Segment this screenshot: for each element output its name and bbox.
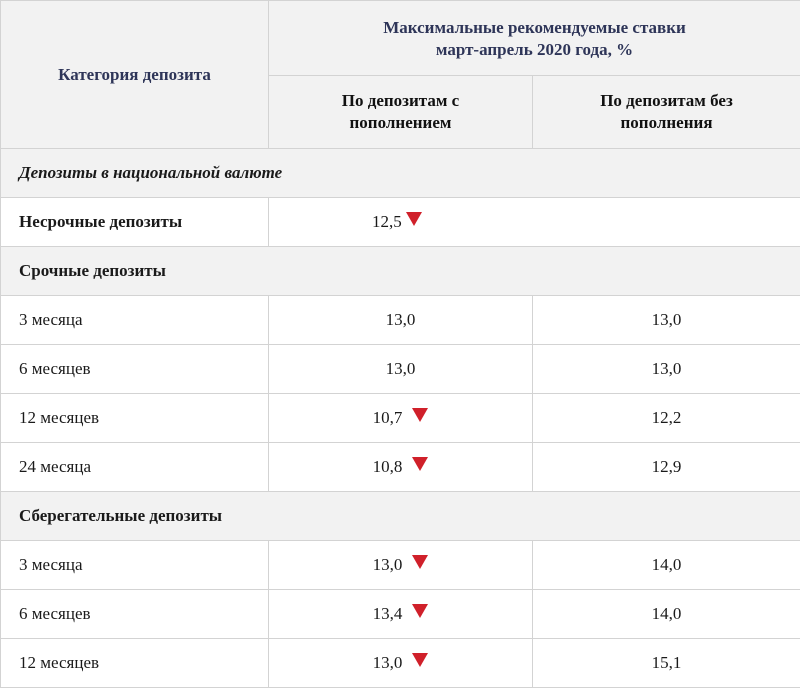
row-label: 3 месяца (1, 541, 269, 590)
rate-with-topup-value: 13,0 (372, 555, 403, 574)
rate-without-topup: 12,9 (533, 443, 800, 492)
red-down-triangle-icon (412, 653, 428, 667)
demand-deposits-value (269, 198, 800, 247)
section-national-currency: Депозиты в национальной валюте (1, 149, 800, 198)
header-category: Категория депозита (1, 1, 269, 149)
rate-without-topup: 14,0 (533, 590, 800, 639)
row-label: 12 месяцев (1, 394, 269, 443)
header-with-topup (269, 76, 533, 149)
rate-with-topup-value: 10,7 (372, 408, 403, 427)
rate-with-topup-value: 13,0 (385, 359, 416, 378)
table-row (1, 345, 800, 394)
demand-value-text: 12,5 (372, 212, 402, 231)
rate-without-topup: 12,2 (533, 394, 800, 443)
table-row (1, 394, 800, 443)
row-label: 24 месяца (1, 443, 269, 492)
red-down-triangle-icon (412, 457, 428, 471)
header-without-topup-line1: По депозитам без (600, 91, 733, 110)
rate-without-topup: 15,1 (533, 639, 800, 688)
red-down-triangle-icon (412, 604, 428, 618)
rate-with-topup (269, 296, 533, 345)
rate-with-topup-value: 13,0 (385, 310, 416, 329)
rate-with-topup (269, 639, 533, 688)
table-row (1, 639, 800, 688)
term-deposit-rows (1, 296, 800, 492)
rate-with-topup (269, 394, 533, 443)
header-without-topup (533, 76, 800, 149)
header-max-rates (269, 1, 800, 76)
row-label: 12 месяцев (1, 639, 269, 688)
section-savings-deposits: Сберегательные депозиты (1, 492, 800, 541)
header-with-topup-line1: По депозитам с (341, 91, 460, 110)
row-label: 6 месяцев (1, 590, 269, 639)
savings-deposit-rows (1, 541, 800, 688)
rate-with-topup (269, 541, 533, 590)
header-with-topup-line2: пополнением (349, 113, 452, 132)
rate-with-topup-value: 13,0 (372, 653, 403, 672)
demand-deposits-label: Несрочные депозиты (1, 198, 269, 247)
rate-with-topup (269, 590, 533, 639)
red-down-triangle-icon (406, 212, 422, 226)
table-row (1, 590, 800, 639)
rate-without-topup: 14,0 (533, 541, 800, 590)
red-down-triangle-icon (412, 555, 428, 569)
table-row (1, 541, 800, 590)
table-row (1, 296, 800, 345)
rate-without-topup: 13,0 (533, 345, 800, 394)
rate-with-topup (269, 345, 533, 394)
row-label: 6 месяцев (1, 345, 269, 394)
table-row (1, 443, 800, 492)
header-max-rates-line2: март-апрель 2020 года, % (435, 40, 634, 59)
red-down-triangle-icon (412, 408, 428, 422)
rate-with-topup (269, 443, 533, 492)
rate-with-topup-value: 10,8 (372, 457, 403, 476)
section-term-deposits: Срочные депозиты (1, 247, 800, 296)
header-without-topup-line2: пополнения (620, 113, 713, 132)
rate-without-topup: 13,0 (533, 296, 800, 345)
header-max-rates-line1: Максимальные рекомендуемые ставки (383, 18, 686, 37)
rate-with-topup-value: 13,4 (372, 604, 403, 623)
row-label: 3 месяца (1, 296, 269, 345)
